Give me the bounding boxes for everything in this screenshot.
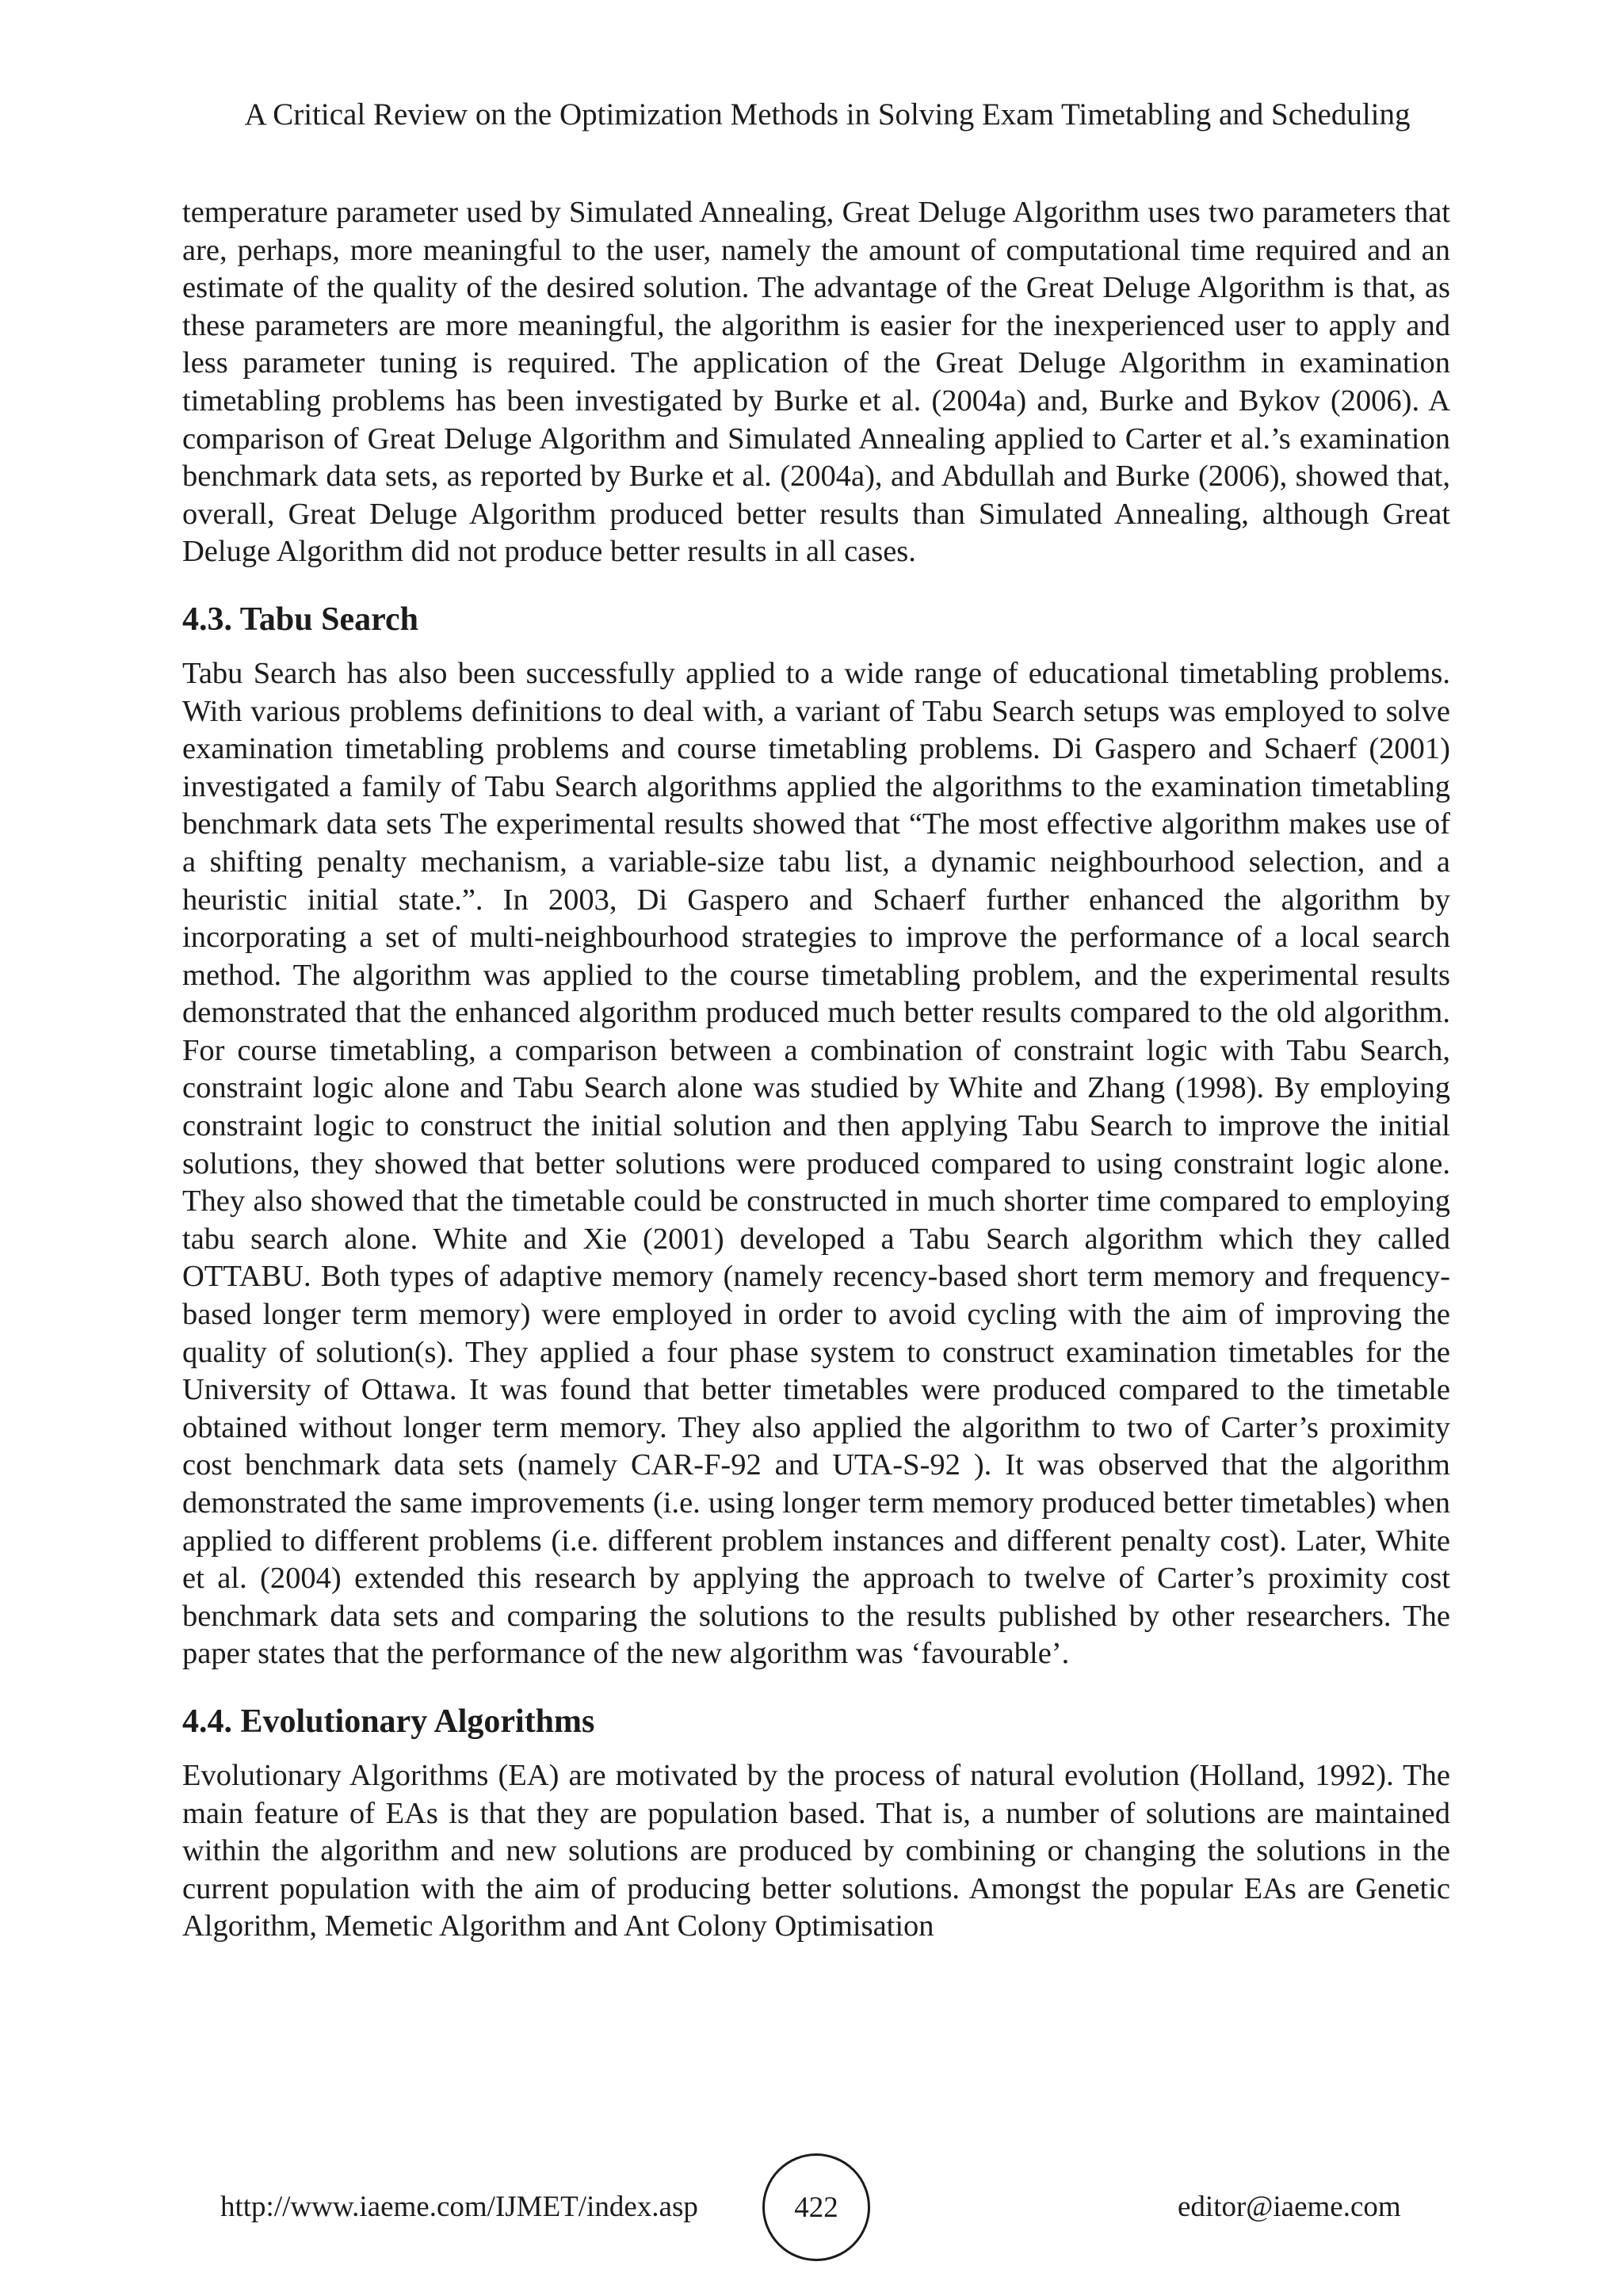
page-footer — [0, 2153, 1623, 2264]
footer-email-link[interactable]: editor@iaeme.com — [1178, 2191, 1401, 2223]
page-number-circle — [762, 2153, 870, 2261]
section-heading-evolutionary-algorithms: 4.4. Evolutionary Algorithms — [182, 1703, 595, 1740]
footer-journal-url[interactable]: http://www.iaeme.com/IJMET/index.asp — [220, 2191, 698, 2223]
main-content — [182, 194, 1450, 1946]
paragraph-evolutionary-algorithms: Evolutionary Algorithms (EA) are motivated by the process of natural evolution (Holland, 1992). The main feature of EAs is that they are population based. That is, a number of solutions are maintained within the algorithm and new solutions are produced by combining or changing the solutions in the current population with the aim of producing better solutions. Amongst the popular EAs are Genetic Algorithm, Memetic Algorithm and Ant Colony Optimisation — [182, 1758, 1450, 1943]
section-heading-tabu-search: 4.3. Tabu Search — [182, 601, 418, 638]
paragraph-tabu-search: Tabu Search has also been successfully applied to a wide range of educational timetabling problems. With various problems definitions to deal with, a variant of Tabu Search setups was employed to solve examination timetabling problems and course timetabling problems. Di Gaspero and Schaerf (2001) investigated a family of Tabu Search algorithms applied the algorithms to the examination timetabling benchmark data sets The experimental results showed that “The most effective algorithm makes use of a shifting penalty mechanism, a variable-size tabu list, a dynamic neighbourhood selection, and a heuristic initial state.”. In 2003, Di Gaspero and Schaerf further enhanced the algorithm by incorporating a set of multi-neighbourhood strategies to improve the performance of a local search method. The algorithm was applied to the course timetabling problem, and the experimental results demonstrated that the enhanced algorithm produced much better results compared to the old algorithm. For course timetabling, a comparison between a combination of constraint logic with Tabu Search, constraint logic alone and Tabu Search alone was studied by White and Zhang (1998). By employing constraint logic to construct the initial solution and then applying Tabu Search to improve the initial solutions, they showed that better solutions were produced compared to using constraint logic alone. They also showed that the timetable could be constructed in much shorter time compared to employing tabu search alone. White and Xie (2001) developed a Tabu Search algorithm which they called OTTABU. Both types of adaptive memory (namely recency-based short term memory and frequency-based longer term memory) were employed in order to avoid cycling with the aim of improving the quality of solution(s). They applied a four phase system to construct examination timetables for the University of Ottawa. It was found that better timetables were produced compared to the timetable obtained without longer term memory. They also applied the algorithm to two of Carter’s proximity cost benchmark data sets (namely CAR-F-92 and UTA-S-92 ). It was observed that the algorithm demonstrated the same improvements (i.e. using longer term memory produced better timetables) when applied to different problems (i.e. different problem instances and different penalty cost). Later, White et al. (2004) extended this research by applying the approach to twelve of Carter’s proximity cost benchmark data sets and comparing the solutions to the results published by other researchers. The paper states that the performance of the new algorithm was ‘favourable’. — [182, 656, 1450, 1671]
running-header: A Critical Review on the Optimization Methods in Solving Exam Timetabling and Scheduling — [244, 97, 1411, 132]
paragraph-great-deluge: temperature parameter used by Simulated Annealing, Great Deluge Algorithm uses two parameters that are, perhaps, more meaningful to the user, namely the amount of computational time required and an estimate of the quality of the desired solution. The advantage of the Great Deluge Algorithm is that, as these parameters are more meaningful, the algorithm is easier for the inexperienced user to apply and less parameter tuning is required. The application of the Great Deluge Algorithm in examination timetabling problems has been investigated by Burke et al. (2004a) and, Burke and Bykov (2006). A comparison of Great Deluge Algorithm and Simulated Annealing applied to Carter et al.’s examination benchmark data sets, as reported by Burke et al. (2004a), and Abdullah and Burke (2006), showed that, overall, Great Deluge Algorithm produced better results than Simulated Annealing, although Great Deluge Algorithm did not produce better results in all cases. — [182, 196, 1450, 569]
page-number: 422 — [794, 2191, 838, 2224]
